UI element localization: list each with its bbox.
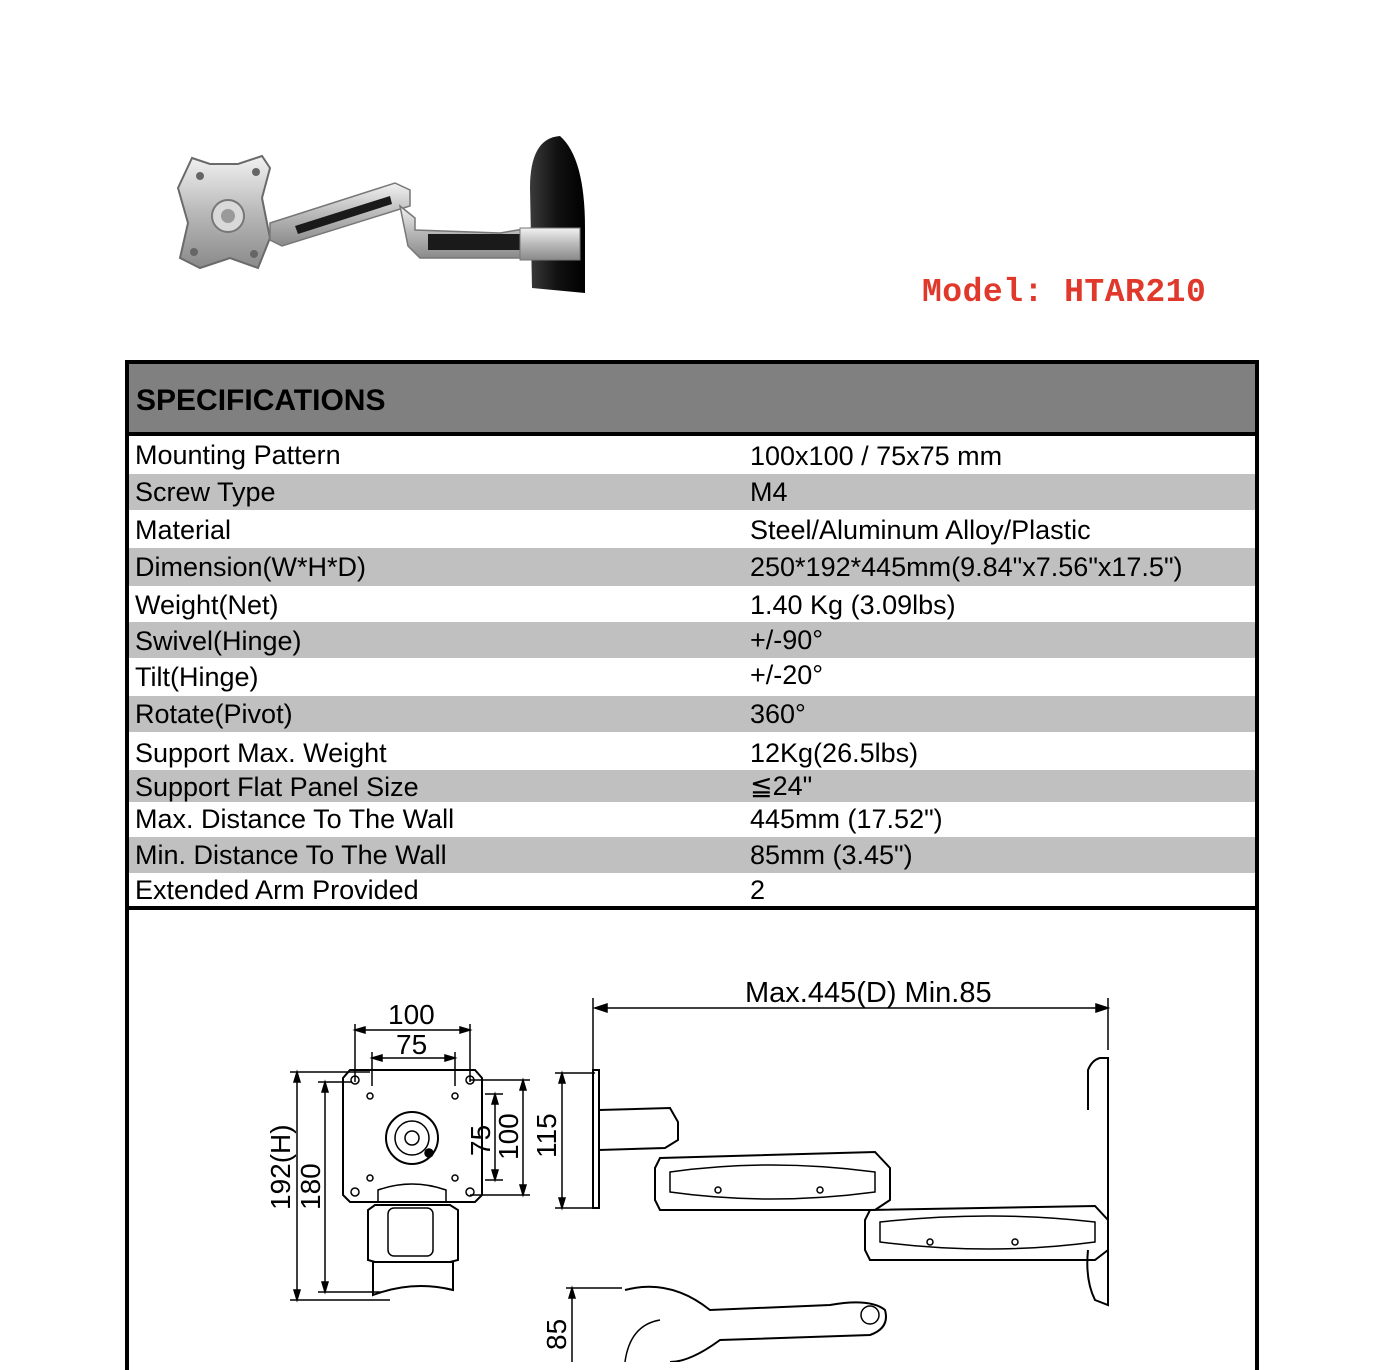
spec-row — [129, 474, 1255, 510]
dim-115-label: 115 — [531, 1113, 562, 1158]
spec-value: 85mm (3.45") — [750, 840, 913, 870]
dim-75-height-label: 75 — [465, 1124, 496, 1156]
spec-value: +/-90° — [750, 625, 824, 655]
spec-title: SPECIFICATIONS — [136, 384, 386, 417]
spec-label: Support Max. Weight — [135, 738, 387, 768]
spec-value: 2 — [750, 875, 766, 905]
dim-85-label: 85 — [541, 1318, 572, 1350]
spec-row — [129, 436, 1255, 474]
model-label: Model: HTAR210 — [922, 274, 1207, 311]
dim-100-height-label: 100 — [493, 1113, 524, 1160]
spec-row — [129, 622, 1255, 658]
spec-label: Weight(Net) — [135, 590, 279, 620]
spec-label: Rotate(Pivot) — [135, 699, 293, 729]
dim-75-width-label: 75 — [396, 1029, 428, 1060]
spec-row — [129, 837, 1255, 873]
spec-label: Min. Distance To The Wall — [135, 840, 447, 870]
spec-label: Extended Arm Provided — [135, 875, 419, 905]
spec-value: 445mm (17.52") — [750, 804, 943, 834]
dim-180-label: 180 — [295, 1163, 326, 1210]
spec-label: Tilt(Hinge) — [135, 662, 259, 692]
product-photo — [170, 128, 600, 313]
spec-value: 250*192*445mm(9.84"x7.56"x17.5") — [750, 552, 1183, 582]
dim-depth-label: Max.445(D) Min.85 — [745, 977, 992, 1009]
spec-value: 360° — [750, 699, 806, 729]
spec-value: ≦24" — [750, 771, 813, 801]
dim-100-width-label: 100 — [388, 999, 435, 1030]
dim-192h-label: 192(H) — [265, 1124, 296, 1210]
spec-header — [129, 364, 1255, 436]
spec-row — [129, 696, 1255, 732]
spec-value: M4 — [750, 477, 788, 507]
spec-value: +/-20° — [750, 660, 824, 690]
spec-row — [129, 802, 1255, 837]
spec-row — [129, 586, 1255, 622]
spec-label: Mounting Pattern — [135, 440, 341, 470]
spec-row — [129, 658, 1255, 696]
spec-label: Dimension(W*H*D) — [135, 552, 367, 582]
spec-row — [129, 873, 1255, 906]
spec-label: Swivel(Hinge) — [135, 626, 302, 656]
technical-drawing — [130, 910, 1255, 1362]
spec-label: Max. Distance To The Wall — [135, 804, 455, 834]
spec-row — [129, 770, 1255, 802]
spec-value: Steel/Aluminum Alloy/Plastic — [750, 515, 1091, 545]
spec-row — [129, 510, 1255, 548]
spec-label: Support Flat Panel Size — [135, 772, 419, 802]
spec-value: 100x100 / 75x75 mm — [750, 441, 1003, 471]
spec-label: Material — [135, 515, 232, 545]
spec-value: 1.40 Kg (3.09lbs) — [750, 590, 956, 620]
spec-value: 12Kg(26.5lbs) — [750, 738, 919, 768]
spec-row — [129, 548, 1255, 586]
spec-row — [129, 732, 1255, 770]
spec-label: Screw Type — [135, 477, 276, 507]
